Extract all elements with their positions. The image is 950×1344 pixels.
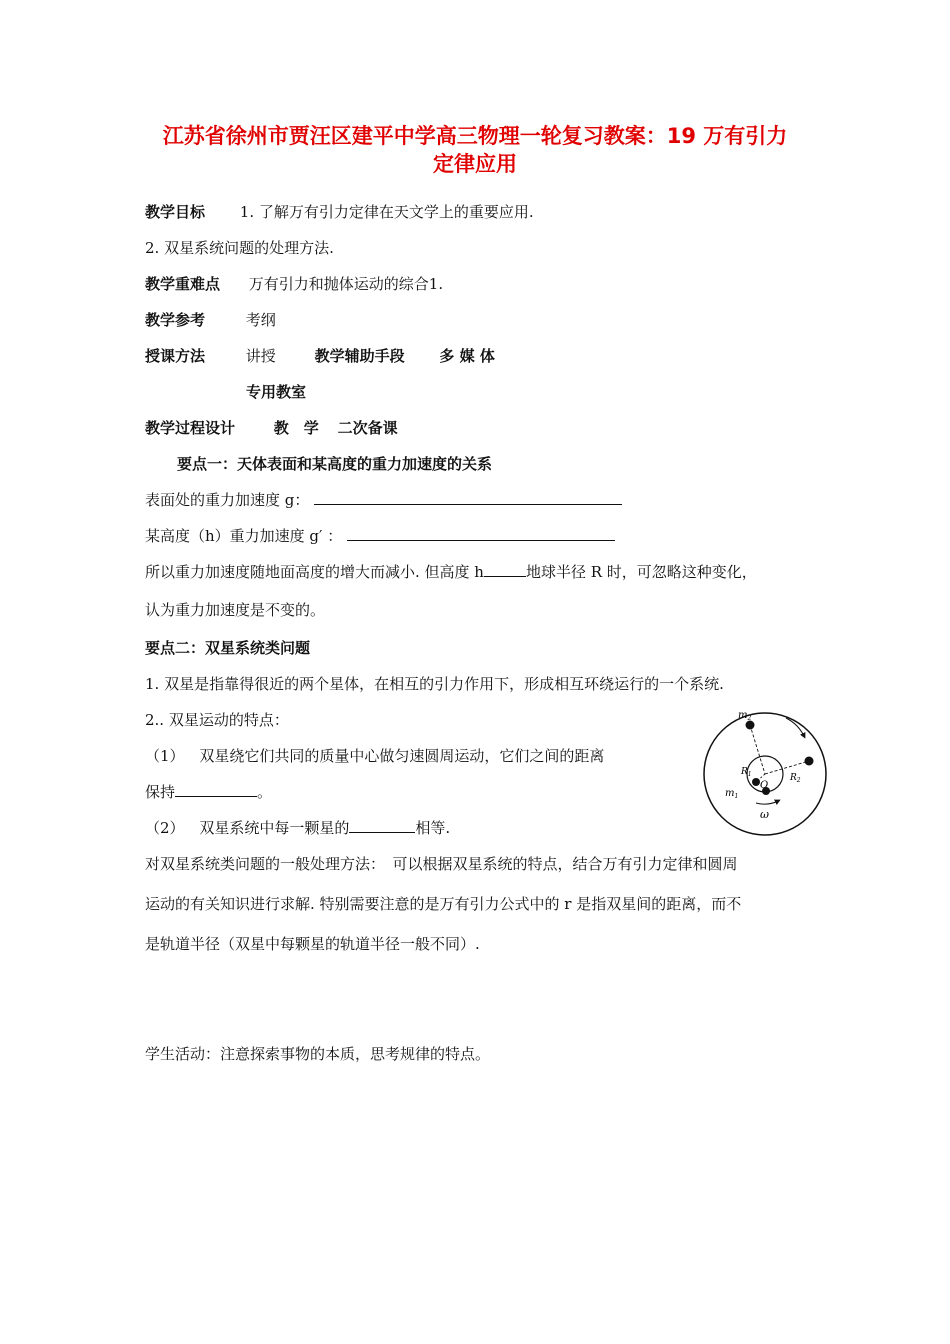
feature-1-end: 。 <box>257 783 273 801</box>
surface-g-blank[interactable] <box>314 490 622 505</box>
feature-2-row <box>145 818 450 838</box>
height-g-label: 某高度（h）重力加速度 g′ ： <box>145 527 343 545</box>
reference-row <box>145 310 276 330</box>
distance-blank[interactable] <box>175 782 257 797</box>
room-text: 专用教室 <box>246 383 307 401</box>
binary-star-diagram <box>698 706 832 838</box>
feature-2-end: 相等. <box>415 819 451 837</box>
reference-text: 考纲 <box>245 311 276 329</box>
title-line-1: 江苏省徐州市贾汪区建平中学高三物理一轮复习教案：19 万有引力 <box>162 124 788 148</box>
aid-text: 多 媒 体 <box>439 347 495 365</box>
feature-1-text: 双星绕它们共同的质量中心做匀速圆周运动，它们之间的距离 <box>199 747 605 765</box>
feature-2-text: 双星系统中每一颗星的 <box>199 819 350 837</box>
height-compare-blank[interactable] <box>484 562 526 577</box>
label-center-o: O <box>760 780 769 791</box>
process-label: 教学过程设计 <box>145 419 236 437</box>
radius-line-m2 <box>750 725 765 774</box>
feature-1-row <box>145 746 604 766</box>
document-title <box>120 122 830 178</box>
point2-heading: 要点二：双星系统类问题 <box>145 639 311 657</box>
rotation-arrow-inner <box>756 801 778 804</box>
star-m1 <box>752 778 760 786</box>
label-omega: ω <box>760 808 769 821</box>
conclusion-a: 所以重力加速度随地面高度的增大而减小. 但高度 h <box>145 563 484 581</box>
conclusion-b: 地球半径 R 时，可忽略这种变化， <box>525 563 757 581</box>
conclusion-row <box>145 562 757 582</box>
process-row <box>145 418 398 438</box>
goal-item-1: 1. 了解万有引力定律在天文学上的重要应用. <box>239 203 534 221</box>
method-line-c: 是轨道半径（双星中每颗星的轨道半径一般不同）. <box>145 935 480 953</box>
feature-1-num: （1） <box>145 747 185 765</box>
point1-heading: 要点一：天体表面和某高度的重力加速度的关系 <box>177 455 493 473</box>
conclusion-c: 认为重力加速度是不变的。 <box>145 601 326 619</box>
method-label: 授课方法 <box>145 347 206 365</box>
method-line-b: 运动的有关知识进行求解. 特别需要注意的是万有引力公式中的 r 是指双星间的距离，而不 <box>145 895 742 913</box>
surface-g-row <box>145 490 622 510</box>
feature-2-num: （2） <box>145 819 185 837</box>
process-col-teaching: 教 学 <box>273 419 319 437</box>
equal-quantity-blank[interactable] <box>349 818 415 833</box>
goal-item-2: 2. 双星系统问题的处理方法. <box>145 239 334 257</box>
method-text: 讲授 <box>245 347 276 365</box>
feature-1-keep-row <box>145 782 272 802</box>
method-line-a: 对双星系统类问题的一般处理方法： 可以根据双星系统的特点，结合万有引力定律和圆周 <box>145 855 738 873</box>
label-m1: $m_1$ <box>725 788 739 800</box>
radius-line-r2 <box>765 761 809 774</box>
reference-label: 教学参考 <box>145 311 206 329</box>
label-r1: $R_1$ <box>741 767 752 778</box>
method-row <box>145 346 495 366</box>
goal-row <box>145 202 534 222</box>
binary-definition: 1. 双星是指靠得很近的两个星体，在相互的引力作用下，形成相互环绕运行的一个系统. <box>145 675 724 693</box>
difficulty-label: 教学重难点 <box>145 275 221 293</box>
label-m2: $m_2$ <box>738 710 752 722</box>
height-g-row <box>145 526 615 546</box>
feature-1-keep: 保持 <box>145 783 176 801</box>
title-line-2: 定律应用 <box>433 152 517 176</box>
student-activity: 学生活动：注意探索事物的本质，思考规律的特点。 <box>145 1045 491 1063</box>
difficulty-text: 万有引力和抛体运动的综合1. <box>248 275 444 293</box>
process-col-second-prep: 二次备课 <box>337 419 398 437</box>
aid-label: 教学辅助手段 <box>314 347 405 365</box>
height-g-blank[interactable] <box>347 526 615 541</box>
star-m2-position <box>805 757 814 766</box>
goal-label: 教学目标 <box>145 203 206 221</box>
difficulty-row <box>145 274 443 294</box>
surface-g-label: 表面处的重力加速度 g： <box>145 491 310 509</box>
binary-features: 2.. 双星运动的特点： <box>145 711 289 729</box>
label-r2: $R_2$ <box>790 773 801 784</box>
